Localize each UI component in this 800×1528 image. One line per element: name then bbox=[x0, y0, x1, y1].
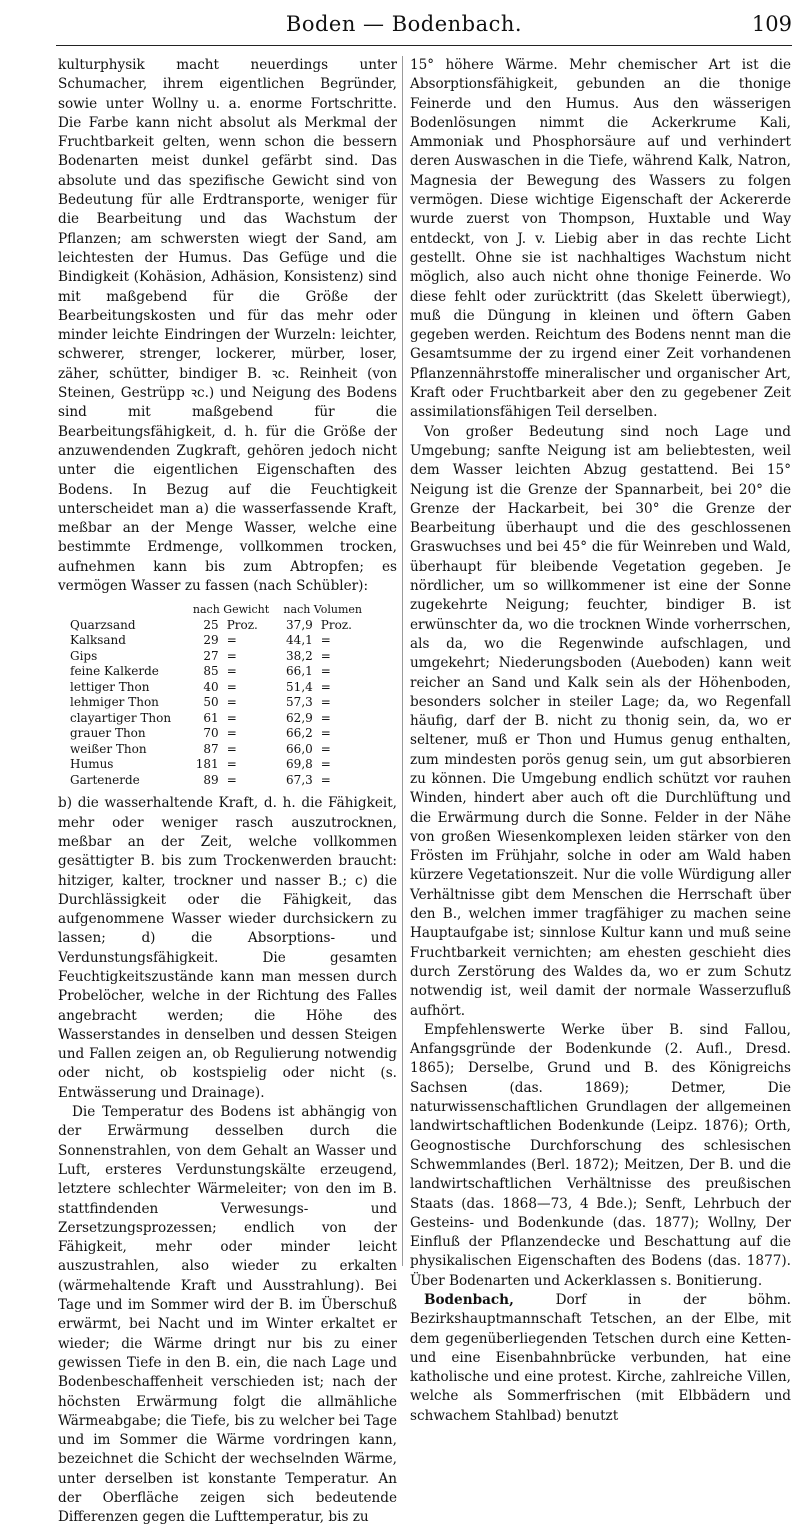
running-title: Boden — Bodenbach. bbox=[285, 12, 523, 36]
paragraph-location: Von großer Bedeutung sind noch Lage und Umgebung; sanfte Neigung ist am beliebtesten, weil dem Wasser leichten Abzug gestattend. Bei 15° Neigung ist die Grenze der Spannarbeit, bei 20° die Grenze der Hackarbeit, bei 30° die Grenze der Bearbeitung überhaupt und die des geschlossenen Graswuchses und bei 45° die für Weinreben und Wald, überhaupt für bleibende Vegetation gegeben. Je nördlicher, um so willkommener ist eine der Sonne zugekehrte Neigung; feuchter, bindiger B. ist erwünschter da, wo die trocknen Winde vorherrschen, als da, wo die Regenwinde aufschlagen, und umgekehrt; Niederungsboden (Aueboden) kann weit reicher an Sand und Kalk sein als der Höhenboden, besonders solcher in steiler Lage; da, wo Regenfall häufig, darf der B. nicht zu thonig sein, da, wo er seltener, muß er Thon und Humus genug enthalten, zum mindesten porös genug sein, um gut absorbieren zu können. Die Umgebung endlich schützt vor rauhen Winden, hindert aber auch oft die Durchlüftung und die Erwärmung durch die Sonne. Felder in der Nähe von großen Wiesenkomplexen leiden stärker von den Frösten im Frühjahr, solche in oder am Wald haben kürzere Vegetationszeit. Nur die volle Würdigung aller Verhältnisse gibt dem Menschen die Herrschaft über den B., welchen immer tragfähiger zu machen seine Hauptaufgabe ist; sinnlose Kultur kann und muß seine Fruchtbarkeit vernichten; am ehesten geschieht dies durch Zerstörung des Waldes da, wo er zum Schutz notwendig ist, weil damit der normale Wasserzufluß aufhört. bbox=[410, 423, 791, 1019]
volume-value-cell: 66,2 bbox=[286, 726, 313, 741]
weight-value-cell: 70 bbox=[203, 726, 219, 741]
soil-name-cell: lettiger Thon bbox=[70, 679, 150, 694]
volume-value-cell: 38,2 bbox=[286, 648, 313, 663]
soil-name-cell: weißer Thon bbox=[70, 741, 147, 756]
table-header-weight: nach Gewicht bbox=[192, 603, 270, 617]
weight-value-cell: 87 bbox=[203, 741, 219, 756]
soil-name-cell: Humus bbox=[70, 757, 114, 772]
volume-value-cell: 67,3 bbox=[286, 772, 313, 787]
volume-unit-cell: = bbox=[320, 710, 331, 725]
table-row bbox=[66, 742, 366, 758]
paragraph-soil-properties: kulturphysik macht neuerdings unter Schumacher, ihrem eigentlichen Begründer, sowie unter Wollny u. a. enorme Fortschritte. Die Farbe kann nicht absolut als Merkmal der Fruchtbarkeit gelten, wenn schon die bessern Bodenarten meist dunkel gefärbt sind. Das absolute und das spezifische Gewicht sind von Bedeutung für alle Erdtransporte, weniger für die Bearbeitung und das Wachstum der Pflanzen; am schwersten wiegt der Sand, am leichtesten der Humus. Das Gefüge und die Bindigkeit (Kohäsion, Adhäsion, Konsistenz) sind mit maßgebend für die Größe der Bearbeitungskosten und für das mehr oder minder leichte Eindringen der Wurzeln: leichter, schwerer, strenger, lockerer, mürber, loser, zäher, schütter, bindiger B. ꝛc. Reinheit (von Steinen, Gestrüpp ꝛc.) und Neigung des Bodens sind mit maßgebend für die Bearbeitungsfähigkeit, d. h. für die Größe der anzuwendenden Zugkraft, gehören jedoch nicht unter die eigentlichen Eigenschaften des Bodens. In Bezug auf die Feuchtigkeit unterscheidet man a) die wasserfassende Kraft, meßbar an der Menge Wasser, welche eine bestimmte Erdmenge, vollkommen trocken, aufnehmen kann bis zum Abtropfen; es vermögen Wasser zu fassen (nach Schübler): bbox=[58, 57, 397, 595]
soil-name-cell: Gips bbox=[70, 648, 98, 663]
volume-value-cell: 69,8 bbox=[286, 757, 313, 772]
water-capacity-table bbox=[66, 602, 366, 788]
paragraph-literature: Empfehlenswerte Werke über B. sind Fallou, Anfangsgründe der Bodenkunde (2. Aufl., Dresd. 1865); Derselbe, Grund und B. des Königreichs Sachsen (das. 1869); Detmer, Die naturwissenschaftlichen Grundlagen der allgemeinen landwirtschaftlichen Bodenkunde (Leipz. 1876); Orth, Geognostische Durchforschung des schlesischen Schwemmlandes (Berl. 1872); Meitzen, Der B. und die landwirtschaftlichen Verhältnisse des preußischen Staats (das. 1868—73, 4 Bde.); Senft, Lehrbuch der Gesteins- und Bodenkunde (das. 1877); Wollny, Der Einfluß der Pflanzendecke und Beschattung auf die physikalischen Eigenschaften des Bodens (das. 1877). Über Bodenarten und Ackerklassen s. Bonitierung. bbox=[410, 1021, 791, 1289]
column-divider bbox=[402, 56, 403, 1266]
volume-value-cell: 44,1 bbox=[286, 633, 313, 648]
soil-name-cell: grauer Thon bbox=[70, 726, 146, 741]
paragraph-absorption: 15° höhere Wärme. Mehr chemischer Art ist die Absorptionsfähigkeit, gebunden an die thonige Feinerde und den Humus. Aus den wässerigen Bodenlösungen nimmt die Ackerkrume Kali, Ammoniak und Phosphorsäure auf und verhindert deren Auswaschen in die Tiefe, während Kalk, Natron, Magnesia der Bewegung des Wassers zu folgen vermögen. Diese wichtige Eigenschaft der Ackererde wurde zuerst von Thompson, Huxtable und Way entdeckt, von J. v. Liebig aber in das rechte Licht gestellt. Ohne sie ist nachhaltiges Wachstum nicht möglich, also auch nicht ohne thonige Feinerde. Wo diese fehlt oder zurücktritt (das Skelett überwiegt), muß die Düngung in kleinen und öftern Gaben gegeben werden. Reichtum des Bodens nennt man die Gesamtsumme der zu irgend einer Zeit vorhandenen Pflanzennährstoffe mineralischer und organischer Art, Kraft oder Fruchtbarkeit aber den zu gegebener Zeit assimilationsfähigen Teil derselben. bbox=[410, 57, 791, 421]
weight-unit-cell: = bbox=[226, 710, 237, 725]
paragraph-water-holding: b) die wasserhaltende Kraft, d. h. die Fähigkeit, mehr oder weniger rasch auszutrocknen, meßbar an der Zeit, welche vollkommen gesättigter B. bis zum Trockenwerden braucht: hitziger, kalter, trockner und nasser B.; c) die Durchlässigkeit oder die Fähigkeit, das aufgenommene Wasser wieder durchsickern zu lassen; d) die Absorptions- und Verdunstungsfähigkeit. Die gesamten Feuchtigkeitszustände kann man messen durch Probelöcher, welche in der Richtung des Falles angebracht werden; die Höhe des Wasserstandes in denselben und dessen Steigen und Fallen zeigen an, ob Regulierung notwendig oder nicht, ob kostspielig oder nicht (s. Entwässerung und Drainage). bbox=[58, 795, 397, 1101]
volume-unit-cell: = bbox=[320, 648, 331, 663]
soil-name-cell: Kalksand bbox=[70, 633, 126, 648]
table-row bbox=[66, 649, 366, 665]
volume-unit-cell: = bbox=[320, 741, 331, 756]
page-header bbox=[56, 6, 792, 46]
volume-value-cell: 57,3 bbox=[286, 695, 313, 710]
table-header-blank bbox=[66, 602, 183, 618]
volume-value-cell: 51,4 bbox=[286, 679, 313, 694]
table-row bbox=[66, 773, 366, 789]
volume-unit-cell: = bbox=[320, 633, 331, 648]
paragraph-temperature: Die Temperatur des Bodens ist abhängig von der Erwärmung desselben durch die Sonnenstrahlen, von dem Gehalt an Wasser und Luft, ersteres Verdunstungskälte erzeugend, letztere schlechter Wärmeleiter; von den im B. stattfindenden Verwesungs- und Zersetzungsprozessen; endlich von der Fähigkeit, mehr oder minder leicht auszustrahlen, also wieder zu erkalten (wärmehaltende Kraft und Ausstrahlung). Bei Tage und im Sommer wird der B. im Überschuß erwärmt, bei Nacht und im Winter erkaltet er wieder; die Wärme dringt nur bis zu einer gewissen Tiefe in den B. ein, die nach Lage und Bodenbeschaffenheit verschieden ist; nach der höchsten Erwärmung folgt die allmähliche Wärmeabgabe; die Tiefe, bis zu welcher bei Tage und im Sommer die Wärme vordringen kann, bezeichnet die Schicht der wechselnden Wärme, unter derselben ist konstante Temperatur. An der Oberfläche zeigen sich bedeutende Differenzen gegen die Lufttemperatur, bis zu bbox=[58, 1104, 397, 1526]
table-row bbox=[66, 664, 366, 680]
weight-unit-cell: Proz. bbox=[226, 617, 258, 632]
table-row bbox=[66, 757, 366, 773]
volume-value-cell: 66,0 bbox=[286, 741, 313, 756]
volume-unit-cell: = bbox=[320, 726, 331, 741]
weight-value-cell: 40 bbox=[203, 679, 219, 694]
volume-unit-cell: = bbox=[320, 772, 331, 787]
weight-value-cell: 27 bbox=[203, 648, 219, 663]
weight-value-cell: 85 bbox=[203, 664, 219, 679]
entry-text: Dorf in der böhm. Bezirkshauptmannschaft Tetschen, an der Elbe, mit dem gegenüberliegenden Tetschen durch eine Ketten- und eine Eisenbahnbrücke verbunden, hat eine katholische und eine protest. Kirche, zahlreiche Villen, welche als Sommerfrischen (mit Elbbädern und schwachem Stahlbad) benutzt bbox=[410, 1292, 791, 1424]
volume-unit-cell: = bbox=[320, 679, 331, 694]
volume-unit-cell: = bbox=[320, 664, 331, 679]
weight-unit-cell: = bbox=[226, 679, 237, 694]
weight-value-cell: 181 bbox=[195, 757, 219, 772]
weight-unit-cell: = bbox=[226, 757, 237, 772]
volume-unit-cell: = bbox=[320, 757, 331, 772]
soil-name-cell: lehmiger Thon bbox=[70, 695, 159, 710]
table-row bbox=[66, 711, 366, 727]
table-header-volume: nach Volumen bbox=[283, 603, 362, 617]
right-column bbox=[410, 56, 791, 1426]
weight-unit-cell: = bbox=[226, 726, 237, 741]
volume-unit-cell: Proz. bbox=[320, 617, 352, 632]
header-rule bbox=[56, 45, 792, 46]
weight-unit-cell: = bbox=[226, 741, 237, 756]
table-row bbox=[66, 633, 366, 649]
entry-bodenbach bbox=[410, 1291, 791, 1426]
volume-unit-cell: = bbox=[320, 695, 331, 710]
table-row bbox=[66, 680, 366, 696]
weight-value-cell: 89 bbox=[203, 772, 219, 787]
table-body bbox=[66, 618, 366, 789]
weight-value-cell: 61 bbox=[203, 710, 219, 725]
weight-value-cell: 29 bbox=[203, 633, 219, 648]
table-row bbox=[66, 695, 366, 711]
left-column bbox=[58, 56, 397, 1528]
soil-name-cell: clayartiger Thon bbox=[70, 710, 172, 725]
page-number: 109 bbox=[751, 12, 792, 36]
weight-unit-cell: = bbox=[226, 664, 237, 679]
entry-headword: Bodenbach, bbox=[424, 1292, 514, 1308]
weight-value-cell: 50 bbox=[203, 695, 219, 710]
weight-unit-cell: = bbox=[226, 772, 237, 787]
weight-unit-cell: = bbox=[226, 633, 237, 648]
table-row bbox=[66, 726, 366, 742]
volume-value-cell: 37,9 bbox=[286, 617, 313, 632]
weight-value-cell: 25 bbox=[203, 617, 219, 632]
weight-unit-cell: = bbox=[226, 648, 237, 663]
soil-name-cell: Quarzsand bbox=[70, 617, 136, 632]
volume-value-cell: 66,1 bbox=[286, 664, 313, 679]
soil-name-cell: feine Kalkerde bbox=[70, 664, 159, 679]
table-row bbox=[66, 618, 366, 634]
weight-unit-cell: = bbox=[226, 695, 237, 710]
table-header-row bbox=[66, 602, 366, 618]
volume-value-cell: 62,9 bbox=[286, 710, 313, 725]
soil-name-cell: Gartenerde bbox=[70, 772, 140, 787]
